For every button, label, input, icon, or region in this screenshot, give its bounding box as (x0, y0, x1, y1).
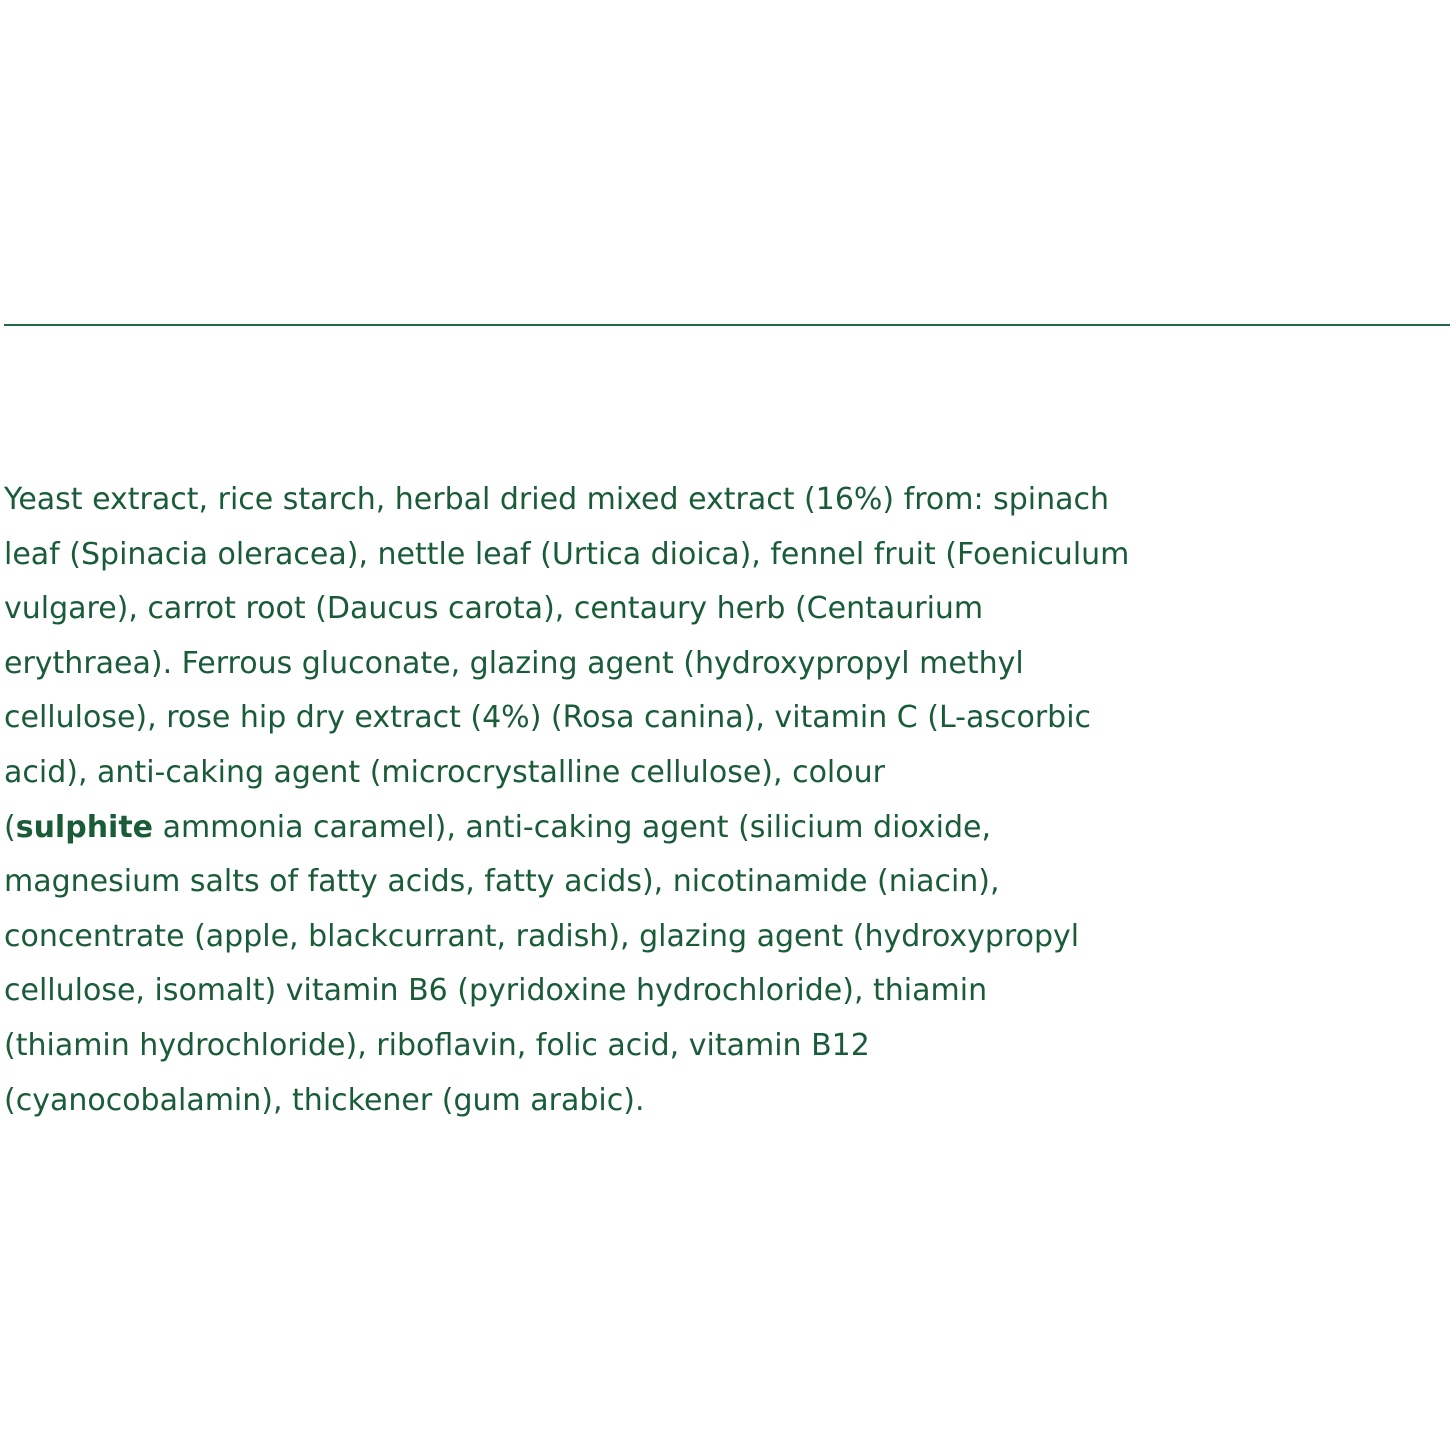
ingredients-line: (thiamin hydrochloride), riboflavin, folic acid, vitamin B12 (4, 1027, 870, 1063)
ingredients-line: vulgare), carrot root (Daucus carota), centaury herb (Centaurium (4, 591, 984, 627)
ingredients-line: erythraea). Ferrous gluconate, glazing agent (hydroxypropyl methyl (4, 645, 1024, 681)
ingredients-line: cellulose), rose hip dry extract (4%) (Rosa canina), vitamin C (L-ascorbic (4, 700, 1092, 736)
ingredients-line: magnesium salts of fatty acids, fatty acids), nicotinamide (niacin), (4, 864, 1000, 900)
ingredients-line: acid), anti-caking agent (microcrystalline cellulose), colour (4, 754, 885, 790)
ingredients-line-allergen (4, 801, 1304, 856)
open-paren: ( (4, 809, 16, 845)
ingredients-line: cellulose, isomalt) vitamin B6 (pyridoxine hydrochloride), thiamin (4, 973, 988, 1009)
ingredients-line: Yeast extract, rice starch, herbal dried mixed extract (16%) from: spinach (4, 482, 1110, 517)
section-divider (4, 324, 1450, 326)
allergen-highlight: sulphite (15, 809, 154, 845)
ingredients-line: concentrate (apple, blackcurrant, radish), glazing agent (hydroxypropyl (4, 918, 1080, 954)
ingredients-line-rest: ammonia caramel), anti-caking agent (silicium dioxide, (153, 809, 991, 845)
ingredients-line: (cyanocobalamin), thickener (gum arabic). (4, 1082, 645, 1118)
ingredients-line: leaf (Spinacia oleracea), nettle leaf (Urtica dioica), fennel fruit (Foeniculum (4, 536, 1130, 572)
ingredients-text (4, 473, 1304, 1128)
